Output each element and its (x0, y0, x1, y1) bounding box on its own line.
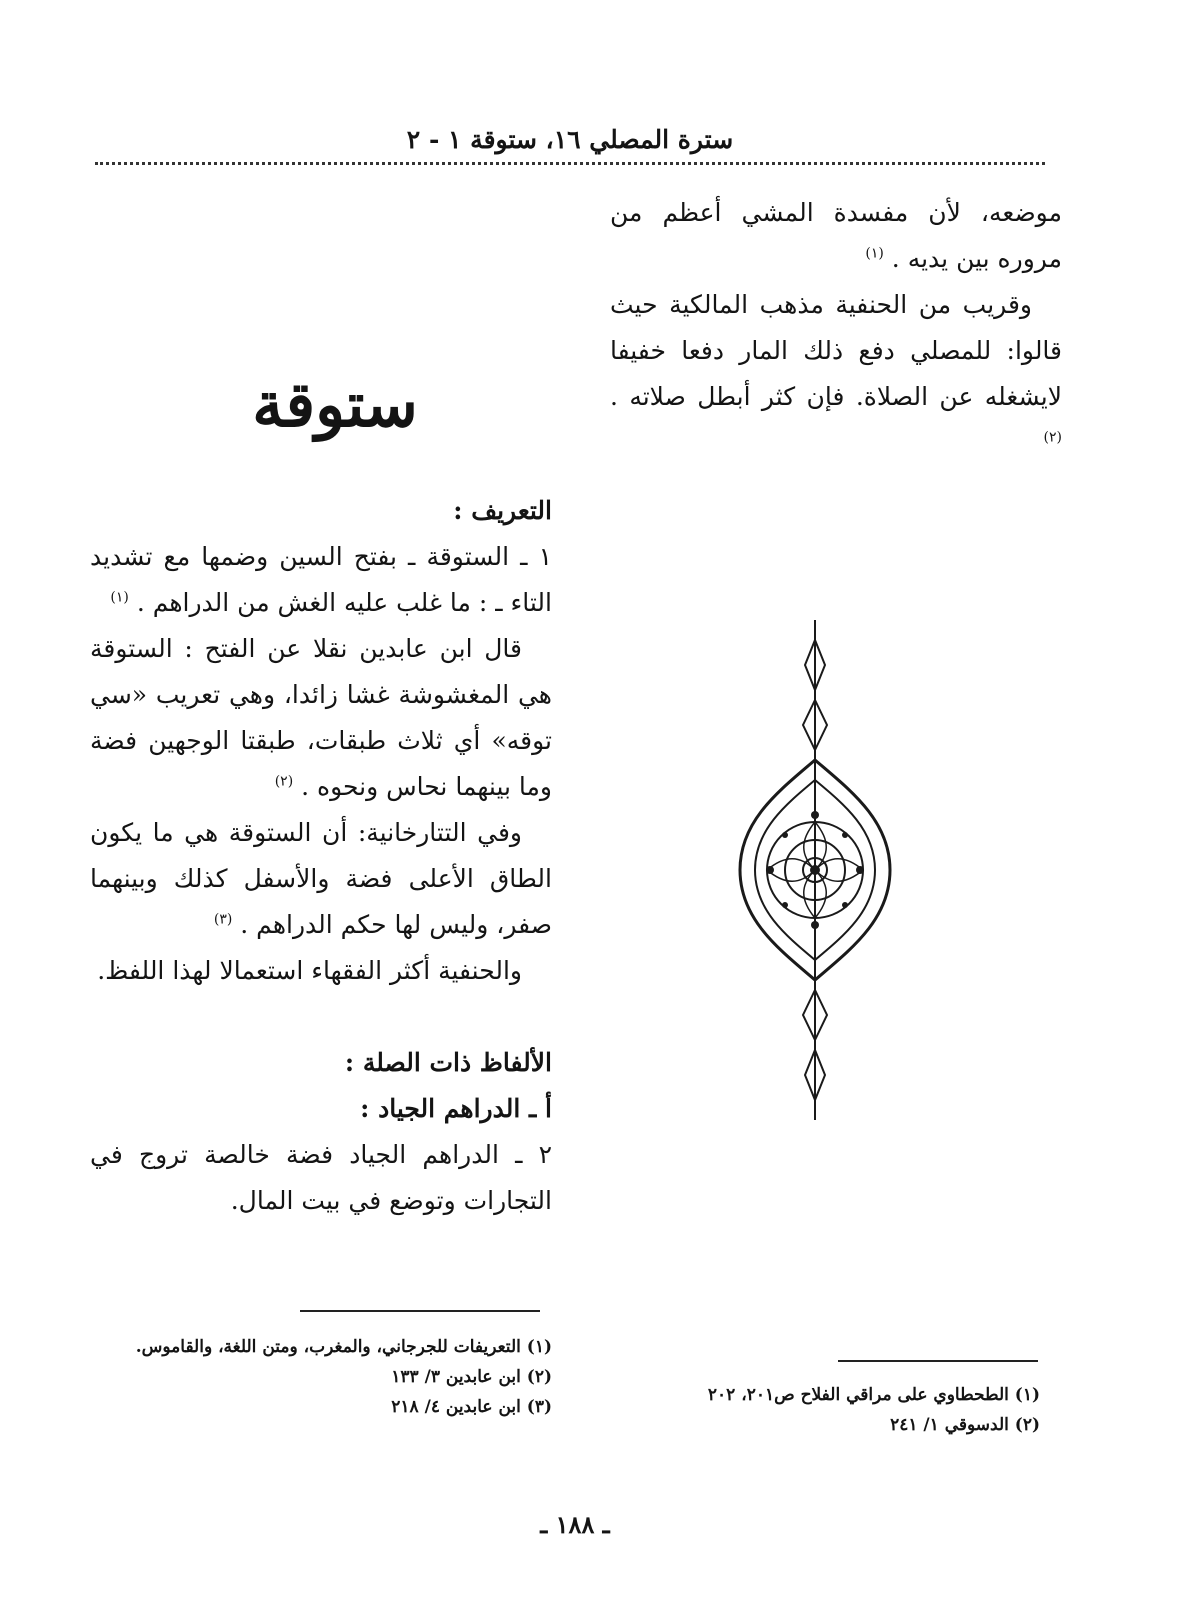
entry-title: ستوقة (252, 368, 418, 441)
footnote-divider (300, 1310, 540, 1312)
definition-paragraph (90, 534, 552, 626)
footnote-item: (٣) ابن عابدين ٤/ ٢١٨ (391, 1397, 552, 1417)
hanafi-usage-paragraph: والحنفية أكثر الفقهاء استعمالا لهذا اللفظ. (97, 956, 522, 985)
footnote-marker: (٢) (274, 773, 294, 790)
continued-paragraph (610, 190, 1062, 282)
tatarkhaniya-paragraph-text: وفي التتارخانية: أن الستوقة هي ما يكون الطاق الأعلى فضة والأسفل كذلك وبينهما صفر، وليس لها حكم الدراهم . (90, 818, 552, 939)
footnote-item: (٢) ابن عابدين ٣/ ١٣٣ (391, 1367, 552, 1387)
related-terms-heading: الألفاظ ذات الصلة : (344, 1048, 552, 1077)
good-dirhams-paragraph: ٢ ـ الدراهم الجياد فضة خالصة تروج في التجارات وتوضع في بيت المال. (90, 1140, 552, 1215)
footnote-marker: (١) (865, 245, 884, 262)
footnote-marker: (٣) (213, 911, 233, 928)
footnote-marker: (٢) (1043, 429, 1062, 446)
left-column-continued-text (610, 190, 1062, 466)
footnotes-left-column (600, 1380, 1040, 1440)
definition-paragraph-text: ١ ـ الستوقة ـ بفتح السين وضمها مع تشديد التاء ـ : ما غلب عليه الغش من الدراهم . (90, 542, 552, 617)
footnotes-right-column (90, 1332, 552, 1422)
footnote-item: (١) التعريفات للجرجاني، والمغرب، ومتن اللغة، والقاموس. (135, 1337, 552, 1357)
running-header: سترة المصلي ١٦، ستوقة ١ - ٢ (406, 125, 734, 154)
ibn-abidin-paragraph-text: قال ابن عابدين نقلا عن الفتح : الستوقة هي المغشوشة غشا زائدا، وهي تعريب «سي توقه» أي ثلاث طبقات، طبقتا الوجهين فضة وما بينهما نحاس ونحوه . (90, 634, 552, 801)
subheading-good-dirhams: أ ـ الدراهم الجياد : (360, 1094, 552, 1123)
page-number: ـ ١٨٨ ـ (540, 1510, 610, 1539)
section-gap (90, 994, 552, 1040)
footnote-marker: (١) (110, 589, 129, 606)
footnote-item: (١) الطحطاوي على مراقي الفلاح ص٢٠١، ٢٠٢ (707, 1385, 1040, 1405)
ibn-abidin-paragraph (90, 626, 552, 810)
tatarkhaniya-paragraph (90, 810, 552, 948)
footnote-divider (838, 1360, 1038, 1362)
floral-medallion-ornament-icon (730, 620, 900, 1120)
footnote-item: (٢) الدسوقي ١/ ٢٤١ (890, 1415, 1040, 1435)
header-dotted-divider (95, 162, 1045, 165)
right-column-text (90, 488, 552, 1224)
maliki-paragraph (610, 282, 1062, 466)
definition-heading: التعريف : (453, 496, 552, 525)
continued-paragraph-text: موضعه، لأن مفسدة المشي أعظم من مروره بين يديه . (610, 198, 1062, 273)
maliki-paragraph-text: وقريب من الحنفية مذهب المالكية حيث قالوا: للمصلي دفع ذلك المار دفعا خفيفا لايشغله عن الصلاة. فإن كثر أبطل صلاته . (610, 290, 1062, 411)
